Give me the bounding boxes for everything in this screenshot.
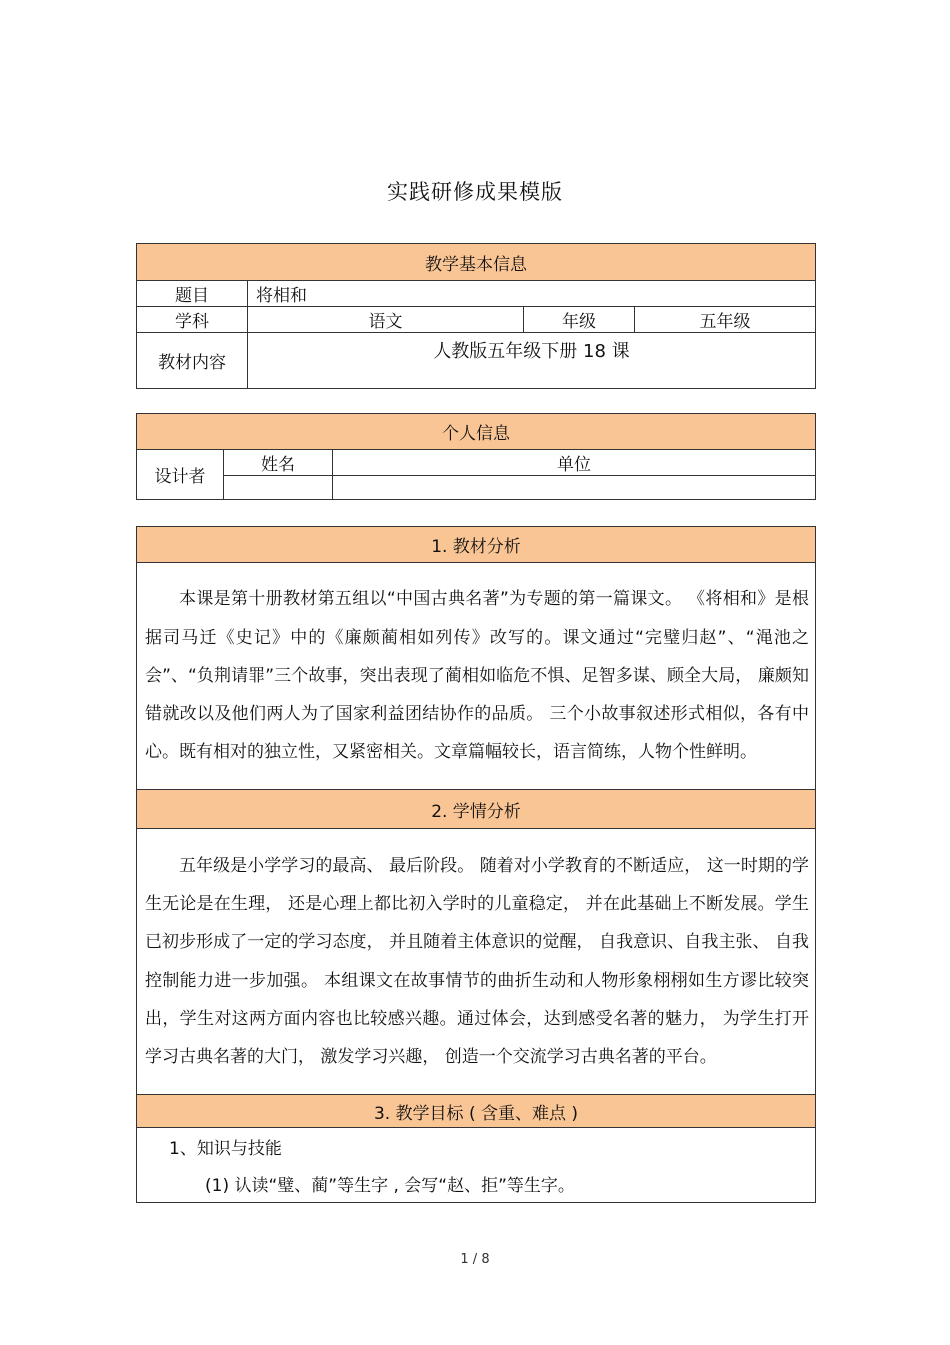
name-value [224,476,333,500]
material-value: 人教版五年级下册 18 课 [248,333,816,389]
analysis-table [136,526,816,1203]
name-label: 姓名 [224,450,333,476]
page-number: 1 / 8 [460,1252,490,1267]
material-label: 教材内容 [137,333,248,389]
teaching-goals-header: 3. 教学目标 ( 含重、难点 ) [137,1095,816,1128]
goal-item-knowledge: 1、知识与技能 [137,1128,816,1165]
topic-value: 将相和 [248,281,816,307]
student-analysis-header: 2. 学情分析 [137,790,816,829]
subject-value: 语文 [248,307,524,333]
goal-item-1: (1) 认读“璧、蔺”等生字 , 会写“赵、拒”等生字。 [137,1164,816,1203]
student-analysis-text: 五年级是小学学习的最高、 最后阶段。 随着对小学教育的不断适应， 这一时期的学生无论是在生理， 还是心理上都比初入学时的儿童稳定， 并在此基础上不断发展。学生已初步形成了一定的学习态度， 并且随着主体意识的觉醒， 自我意识、自我主张、 自我控制能力进一步加强。 本组课文在故事情节的曲折生动和人物形象栩栩如生方谬比较突出，学生对这两方面内容也比较感兴趣。通过体会，达到感受名著的魅力， 为学生打开学习古典名著的大门， 激发学习兴趣， 创造一个交流学习古典名著的平台。 [137,829,816,1095]
unit-value [333,476,816,500]
personal-info-table [136,413,816,500]
material-analysis-header: 1. 教材分析 [137,527,816,563]
personal-info-header: 个人信息 [137,414,816,450]
document-title: 实践研修成果模版 [387,180,563,204]
grade-label: 年级 [524,307,635,333]
topic-label: 题目 [137,281,248,307]
basic-info-table [136,243,816,389]
material-analysis-text: 本课是第十册教材第五组以“中国古典名著”为专题的第一篇课文。 《将相和》是根据司马迁《史记》中的《廉颇蔺相如列传》改写的。课文通过“完璧归赵”、“渑池之会”、“负荆请罪”三个故事，突出表现了蔺相如临危不惧、足智多谋、顾全大局， 廉颇知错就改以及他们两人为了国家利益团结协作的品质。 三个小故事叙述形式相似，各有中心。既有相对的独立性，又紧密相关。文章篇幅较长，语言简练，人物个性鲜明。 [137,563,816,790]
designer-label: 设计者 [137,450,224,500]
unit-label: 单位 [333,450,816,476]
basic-info-header: 教学基本信息 [137,244,816,281]
subject-label: 学科 [137,307,248,333]
grade-value: 五年级 [635,307,816,333]
